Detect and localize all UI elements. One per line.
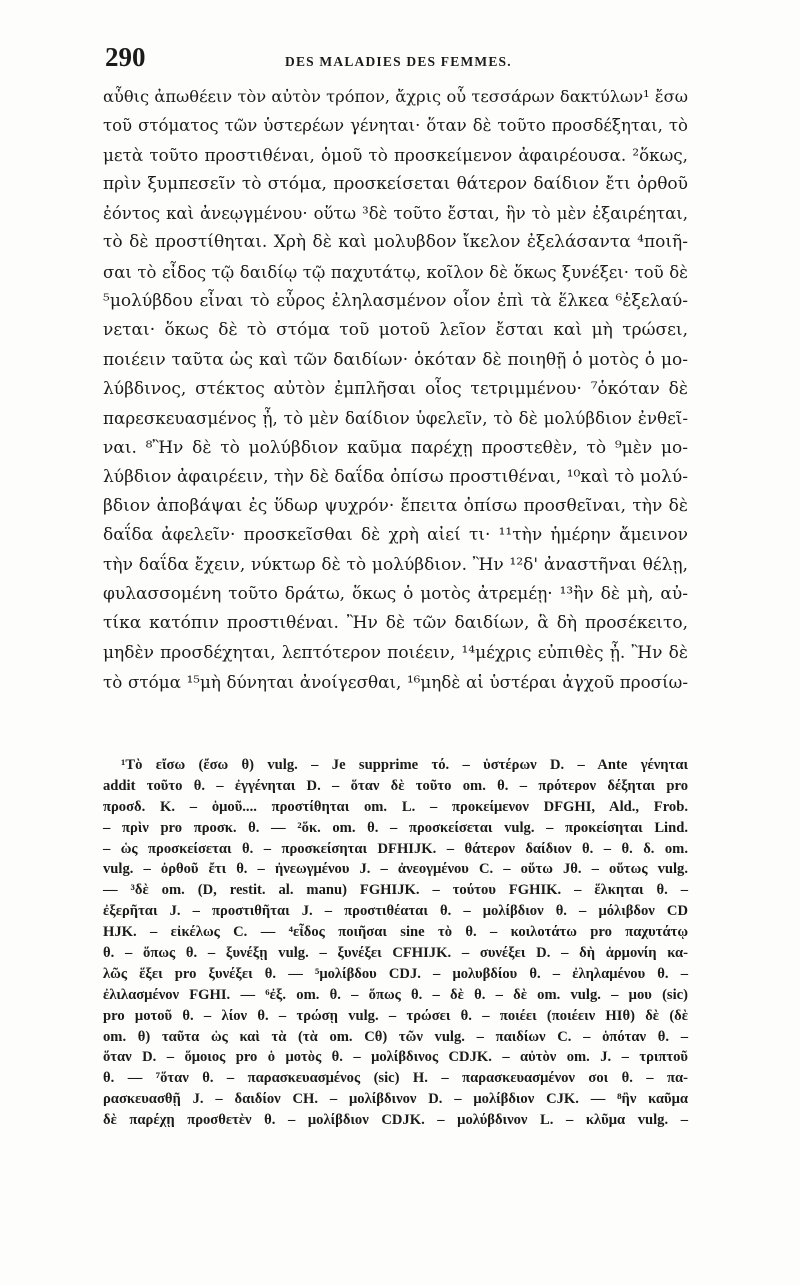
footnote-line: ¹Τὸ εἴσω (ἔσω θ) vulg. – Je supprime τό. – ὑστέρων D. – Ante γένηται bbox=[121, 757, 688, 773]
text-line: λύβδιον ἀφαιρέειν, τὴν δὲ δαΐδα ὀπίσω προστιθέναι, ¹⁰καὶ τὸ μολύ- bbox=[103, 466, 688, 487]
footnote-line: ἐλιλασμένον FGHI. — ⁶ἐξ. om. θ. – ὅπως θ. – δὲ θ. – δὲ om. vulg. – μου (sic) bbox=[103, 986, 688, 1003]
main-text bbox=[103, 82, 688, 697]
text-line: μηδὲν προσδέχηται, λεπτότερον ποιέειν, ¹⁴μέχρις εὐπιθὲς ᾖ. Ἢν δὲ bbox=[103, 642, 688, 663]
text-line: τοῦ στόματος τῶν ὑστερέων γένηται· ὅταν δὲ τοῦτο προσδέξηται, τὸ bbox=[103, 116, 688, 136]
footnote-line: ἐξερῆται J. – προστιθῆται J. – προστιθέαται θ. – μολίβδιον θ. – μόλιβδον CD bbox=[103, 903, 688, 920]
text-line: ⁵μολύβδου εἶναι τὸ εὖρος ἐληλασμένον οἷον ἐπὶ τὰ ἕλκεα ⁶ἐξελαύ- bbox=[103, 291, 688, 312]
footnote-line: addit τοῦτο θ. – ἐγγένηται D. – ὅταν δὲ τοῦτο om. θ. – πρότερον δέξηται pro bbox=[103, 777, 688, 794]
footnote-line: HJK. – εἰκέλως C. — ⁴εἶδος ποιῆσαι sine τὸ θ. – κοιλοτάτω pro παχυτάτῳ bbox=[103, 924, 688, 941]
footnotes bbox=[103, 755, 688, 1131]
text-line: τίκα κατόπιν προστιθέναι. Ἢν δὲ τῶν δαιδίων, ἃ δὴ προσέκειτο, bbox=[103, 613, 688, 634]
text-line: πρὶν ξυμπεσεῖν τὸ στόμα, προσκείσεται θάτερον δαίδιον ἔτι ὀρθοῦ bbox=[103, 173, 688, 194]
text-line: δαΐδα ἀφελεῖν· προσκεῖσθαι δὲ χρὴ αἰεί τι· ¹¹τὴν ἡμέρην ἄμεινον bbox=[103, 525, 688, 546]
text-line: ναι. ⁸Ἢν δὲ τὸ μολύβδιον καῦμα παρέχῃ προστεθὲν, τὸ ⁹μὲν μο- bbox=[103, 437, 688, 458]
text-line: παρεσκευασμένος ᾖ, τὸ μὲν δαίδιον ὑφελεῖν, τὸ δὲ μολύβδιον ἐνθεῖ- bbox=[103, 408, 688, 429]
running-title: DES MALADIES DES FEMMES. bbox=[285, 54, 512, 69]
footnote-line: – πρὶν pro προσκ. θ. — ²ὅκ. om. θ. – προσκείσεται vulg. – προκείσηται Lind. bbox=[103, 819, 688, 836]
text-line: τὸ στόμα ¹⁵μὴ δύνηται ἀνοίγεσθαι, ¹⁶μηδὲ αἱ ὑστέραι ἀγχοῦ προσίω- bbox=[103, 671, 688, 692]
footnote-line: θ. – ὅπως θ. – ξυνέξῃ vulg. – ξυνέξει CFHIJK. – συνέξει D. – δὴ ἁρμονίη κα- bbox=[103, 945, 688, 962]
footnote-line: δὲ παρέχῃ προσθετὲν θ. – μολίβδιον CDJK. – μολύβδινον L. – κλῦμα vulg. – bbox=[103, 1112, 688, 1129]
footnote-line: pro μοτοῦ θ. – λίον θ. – τρώσῃ vulg. – τρώσει θ. – ποιέει (ποιέειν HIθ) δὲ (δὲ bbox=[103, 1007, 688, 1024]
text-line: αὖθις ἀπωθέειν τὸν αὐτὸν τρόπον, ἄχρις οὗ τεσσάρων δακτύλων¹ ἔσω bbox=[103, 87, 688, 106]
text-line: ποιέειν ταῦτα ὡς καὶ τῶν δαιδίων· ὁκόταν δὲ ποιηθῇ ὁ μοτὸς ὁ μο- bbox=[103, 349, 688, 370]
footnote-line: ρασκευασθῇ J. – δαιδίον CH. – μολίβδινον D. – μολίβδιον CJK. — ⁸ἢν καῦμα bbox=[103, 1091, 688, 1108]
text-line: φυλασσομένη τοῦτο δράτω, ὅκως ὁ μοτὸς ἀτρεμέῃ· ¹³ἢν δὲ μὴ, αὐ- bbox=[103, 584, 688, 605]
text-line: ἐόντος καὶ ἀνεῳγμένου· οὕτω ³δὲ τοῦτο ἔσται, ἣν τὸ μὲν ἐξαιρέηται, bbox=[103, 204, 688, 224]
text-line: σαι τὸ εἶδος τῷ δαιδίῳ τῷ παχυτάτῳ, κοῖλον δὲ ὅκως ξυνέξει· τοῦ δὲ bbox=[103, 262, 688, 282]
footnote-line: — ³δὲ om. (D, restit. al. manu) FGHIJK. – τούτου FGHIK. – ἕλκηται θ. – bbox=[103, 882, 688, 899]
text-line: μετὰ τοῦτο προστιθέναι, ὁμοῦ τὸ προσκείμενον ἀφαιρέουσα. ²ὅκως, bbox=[103, 144, 688, 165]
footnote-line: θ. — ⁷ὅταν θ. – παρασκευασμένος (sic) H. – παρασκευασμένον σοι θ. – πα- bbox=[103, 1070, 688, 1087]
footnote-line: λῶς ἕξει pro ξυνέξει θ. — ⁵μολίβδου CDJ. – μολυβδίου θ. – ἐληλαμένου θ. – bbox=[103, 965, 688, 982]
footnote-line: vulg. – ὀρθοῦ ἔτι θ. – ἠνεωγμένου J. – ἀνεογμένου C. – οὕτω Jθ. – οὕτως vulg. bbox=[103, 861, 688, 878]
page-number: 290 bbox=[105, 42, 146, 72]
text-line: νεται· ὅκως δὲ τὸ στόμα τοῦ μοτοῦ λεῖον ἔσται καὶ μὴ τρώσει, bbox=[103, 320, 688, 341]
text-line: βδιον ἀποβάψαι ἐς ὕδωρ ψυχρόν· ἔπειτα ὀπίσω προσθεῖναι, τὴν δὲ bbox=[103, 496, 688, 517]
footnote-line: προσδ. K. – ὁμοῦ.... προστίθηται om. L. – προκείμενον DFGHI, Ald., Frob. bbox=[103, 798, 688, 815]
text-line: τὴν δαΐδα ἔχειν, νύκτωρ δὲ τὸ μολύβδιον. Ἢν ¹²δ' ἀναστῆναι θέλῃ, bbox=[103, 554, 688, 575]
footnote-line: om. θ) ταῦτα ὡς καὶ τὰ (τὰ om. Cθ) τῶν vulg. – παιδίων C. – ὁπόταν θ. – bbox=[103, 1028, 688, 1045]
page-header bbox=[105, 42, 705, 78]
text-line: λύβδινος, στέκτος αὐτὸν ἐμπλῆσαι οἷος τετριμμένου· ⁷ὁκόταν δὲ bbox=[103, 378, 688, 399]
footnote-line: – ὡς προσκείσεται θ. – προσκείσηται DFHIJK. – θάτερον δαίδιον θ. – θ. δ. om. bbox=[103, 840, 688, 857]
text-line: τὸ δὲ προστίθηται. Χρὴ δὲ καὶ μολυβδον ἴκελον ἐξελάσαντα ⁴ποιῆ- bbox=[103, 232, 688, 253]
footnote-line: ὅταν D. – ὅμοιος pro ὁ μοτὸς θ. – μολίβδινος CDJK. – αὐτὸν om. J. – τριπτοῦ bbox=[103, 1049, 688, 1066]
